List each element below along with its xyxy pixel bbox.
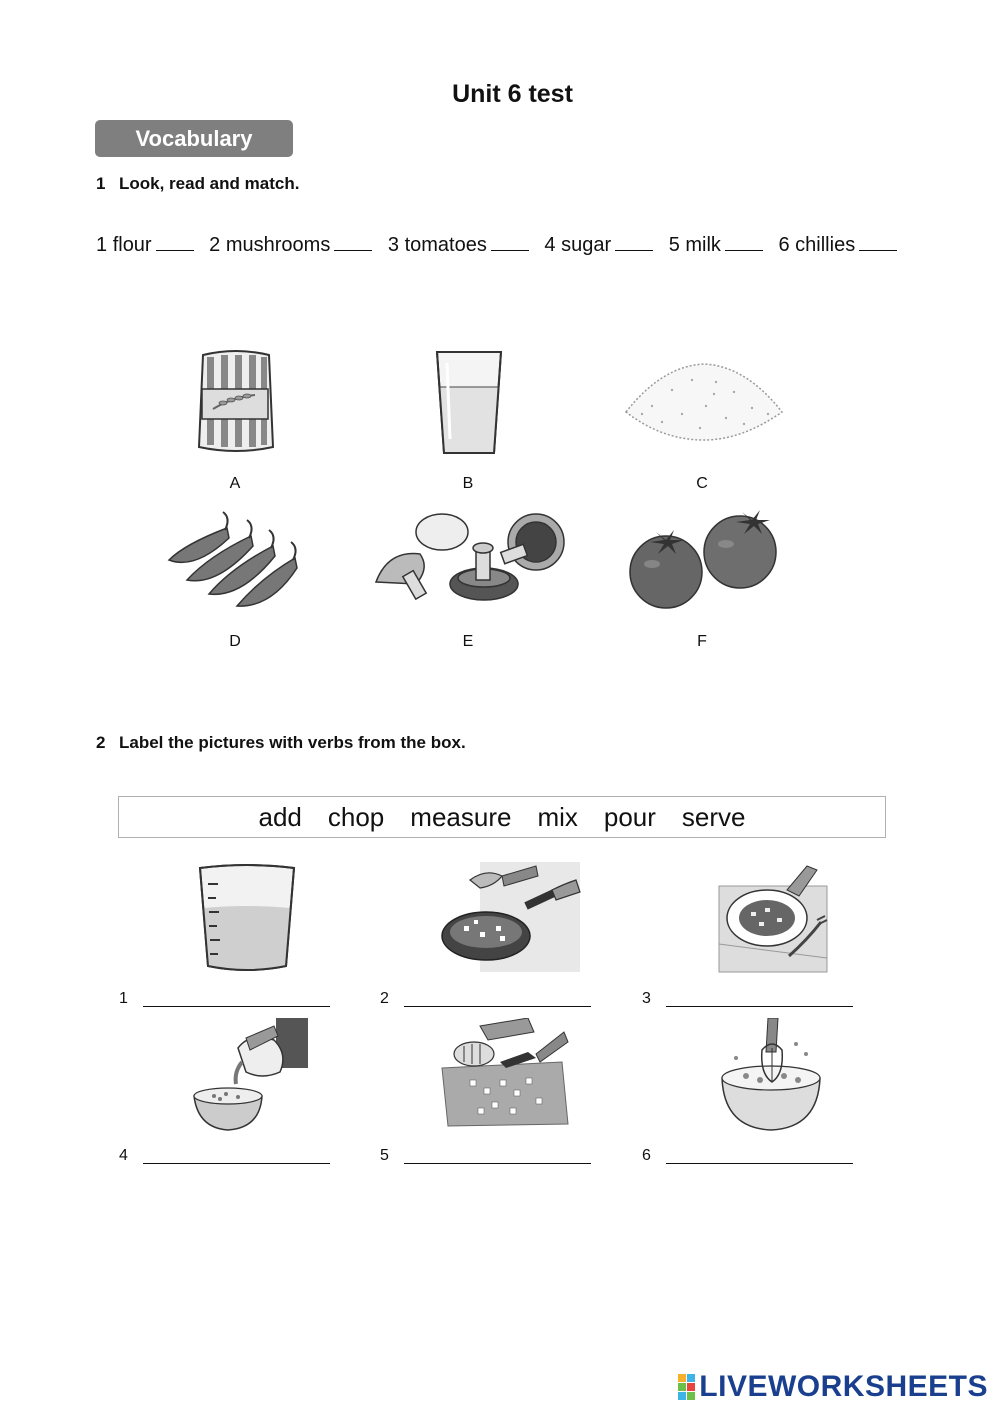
picture-letter: A	[229, 475, 241, 492]
verb-serve: serve	[681, 802, 746, 832]
mixing-icon	[716, 1018, 826, 1132]
picture-letter: E	[462, 633, 474, 650]
answer-input-line[interactable]	[666, 1163, 853, 1164]
verb-box	[118, 796, 886, 838]
question-instruction: Look, read and match.	[119, 174, 300, 193]
chillies-icon	[165, 510, 305, 610]
match-item-flour: 1 flour	[96, 234, 194, 256]
measuring-jug-icon	[196, 862, 298, 974]
answer-input-line[interactable]	[143, 1006, 330, 1007]
sugar-pile-icon	[622, 360, 786, 444]
match-item-tomatoes: 3 tomatoes	[388, 234, 529, 256]
pouring-icon	[190, 1018, 310, 1132]
answer-input-line[interactable]	[143, 1163, 330, 1164]
match-item-mushrooms: 2 mushrooms	[209, 234, 372, 256]
question-1-heading	[96, 174, 299, 194]
picture-letter: C	[696, 475, 708, 492]
answer-input-line[interactable]	[666, 1006, 853, 1007]
question-number: 1	[96, 174, 106, 193]
adding-to-pan-icon	[440, 862, 582, 972]
question-2-heading	[96, 733, 466, 753]
watermark-text: LIVEWORKSHEETS	[699, 1370, 988, 1403]
verb-mix: mix	[537, 802, 578, 832]
match-item-milk: 5 milk	[669, 234, 763, 256]
match-item-sugar: 4 sugar	[544, 234, 653, 256]
liveworksheets-watermark	[678, 1367, 988, 1407]
flour-bag-icon	[193, 347, 279, 457]
serving-plate-icon	[717, 860, 829, 974]
question-instruction: Label the pictures with verbs from the box.	[119, 733, 466, 752]
verb-pour: pour	[603, 802, 656, 832]
picture-letter: D	[229, 633, 241, 650]
answer-blank[interactable]	[859, 250, 897, 251]
answer-number: 3	[642, 990, 651, 1007]
section-tab-vocabulary: Vocabulary	[95, 120, 293, 157]
picture-letter: B	[462, 475, 474, 492]
question-number: 2	[96, 733, 106, 752]
glass-of-milk-icon	[433, 349, 505, 457]
answer-number: 4	[119, 1147, 128, 1164]
verb-add: add	[258, 802, 302, 832]
verb-chop: chop	[327, 802, 385, 832]
page-title: Unit 6 test	[452, 80, 573, 108]
match-item-chillies: 6 chillies	[778, 234, 897, 256]
verb-measure: measure	[410, 802, 512, 832]
answer-number: 1	[119, 990, 128, 1007]
picture-letter: F	[697, 633, 707, 650]
answer-input-line[interactable]	[404, 1006, 591, 1007]
liveworksheets-logo-icon	[678, 1374, 695, 1400]
mushrooms-icon	[372, 512, 568, 608]
answer-blank[interactable]	[725, 250, 763, 251]
chopping-icon	[440, 1018, 570, 1128]
answer-blank[interactable]	[491, 250, 529, 251]
answer-number: 5	[380, 1147, 389, 1164]
match-list	[96, 234, 897, 257]
answer-blank[interactable]	[156, 250, 194, 251]
answer-number: 2	[380, 990, 389, 1007]
answer-input-line[interactable]	[404, 1163, 591, 1164]
answer-blank[interactable]	[334, 250, 372, 251]
answer-number: 6	[642, 1147, 651, 1164]
tomatoes-icon	[628, 510, 782, 610]
answer-blank[interactable]	[615, 250, 653, 251]
